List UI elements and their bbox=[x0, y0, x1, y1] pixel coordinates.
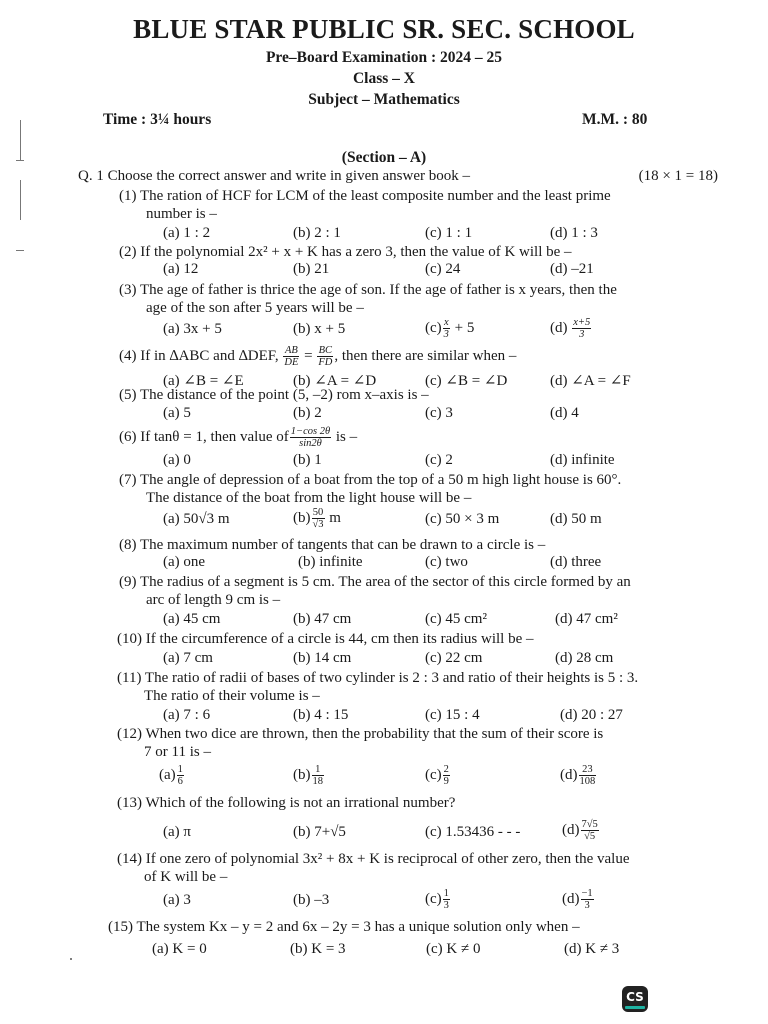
option bbox=[562, 888, 595, 911]
question-text: (8) The maximum number of tangents that can be drawn to a circle is – bbox=[119, 537, 546, 553]
option: (c) 15 : 4 bbox=[425, 707, 480, 723]
section-heading: (Section – A) bbox=[341, 149, 427, 166]
question-text: of K will be – bbox=[144, 869, 228, 885]
fraction: $\frac{BC}{FD}$ bbox=[318, 345, 333, 368]
option-row bbox=[163, 554, 663, 572]
option-row bbox=[163, 819, 663, 848]
question-text: (7) The angle of depression of a boat from the top of a 50 m high light house is 60°. bbox=[119, 472, 622, 488]
option: (d) 50 m bbox=[550, 511, 602, 527]
fraction: $\frac{1}{18}$ bbox=[312, 764, 323, 787]
option bbox=[550, 317, 592, 340]
option: (a) 45 cm bbox=[163, 611, 221, 627]
option: (b) infinite bbox=[298, 554, 363, 570]
option: (c) K ≠ 0 bbox=[426, 941, 481, 957]
question-text: arc of length 9 cm is – bbox=[146, 592, 281, 608]
question-text: (15) The system Kx – y = 2 and 6x – 2y = 3 has a unique solution only when – bbox=[108, 919, 580, 935]
question-text: (11) The ratio of radii of bases of two cylinder is 2 : 3 and ratio of their heights is 5 : 3. bbox=[117, 670, 639, 686]
option: (b) K = 3 bbox=[290, 941, 346, 957]
option: (a) 3 bbox=[163, 892, 191, 908]
margin-line bbox=[20, 180, 21, 220]
option: (b) 2 : 1 bbox=[293, 225, 341, 241]
question-item bbox=[117, 725, 717, 761]
option bbox=[425, 317, 474, 340]
option-label: (d) bbox=[550, 319, 568, 336]
option-label: (b) bbox=[293, 509, 311, 526]
option: (c) 3 bbox=[425, 405, 453, 421]
question-text: (1) The ration of HCF for LCM of the least composite number and the least prime bbox=[119, 188, 611, 204]
question-text: (6) If tanθ = 1, then value of bbox=[119, 428, 289, 445]
question-item bbox=[108, 918, 708, 936]
option-row bbox=[163, 317, 663, 343]
question-text: (4) If in ∆ABC and ∆DEF, bbox=[119, 347, 279, 364]
fraction: $\frac{7√5}{√5}$ bbox=[581, 819, 598, 842]
option: (a) 50√3 m bbox=[163, 511, 230, 527]
exam-title: Pre–Board Examination : 2024 – 25 bbox=[265, 49, 503, 66]
question-text: age of the son after 5 years will be – bbox=[146, 300, 364, 316]
camscanner-logo-icon: CS bbox=[622, 986, 648, 1012]
option: (b) x + 5 bbox=[293, 321, 346, 337]
option: (a) 1 : 2 bbox=[163, 225, 211, 241]
option: (a) 5 bbox=[163, 405, 191, 421]
option-row bbox=[163, 888, 663, 916]
option bbox=[293, 507, 341, 530]
question-item bbox=[119, 386, 679, 404]
option: (c) 24 bbox=[425, 261, 461, 277]
question-item bbox=[119, 536, 679, 554]
option: (c) 22 cm bbox=[425, 650, 483, 666]
option: (b) 21 bbox=[293, 261, 330, 277]
question-text: (12) When two dice are thrown, then the probability that the sum of their score is bbox=[117, 726, 604, 742]
time-label: Time : 3¼ hours bbox=[103, 111, 212, 128]
option: (b) 4 : 15 bbox=[293, 707, 349, 723]
option-row bbox=[163, 261, 663, 279]
option: (d) 47 cm² bbox=[555, 611, 618, 627]
fraction: $\frac{1}{3}$ bbox=[443, 888, 449, 911]
option-label: (b) bbox=[293, 766, 311, 783]
option-row bbox=[152, 941, 652, 959]
option: (a) π bbox=[163, 824, 191, 840]
option-row bbox=[163, 650, 663, 668]
option: (d) 1 : 3 bbox=[550, 225, 598, 241]
option-row bbox=[163, 707, 663, 725]
max-marks: M.M. : 80 bbox=[582, 111, 648, 128]
question-item bbox=[119, 573, 709, 609]
option: (d) 28 cm bbox=[555, 650, 614, 666]
option bbox=[560, 764, 597, 787]
question-text: (13) Which of the following is not an irrational number? bbox=[117, 795, 456, 811]
class-label: Class – X bbox=[352, 70, 415, 87]
question-item bbox=[119, 345, 679, 368]
option: (c) 2 bbox=[425, 452, 453, 468]
subject-label: Subject – Mathematics bbox=[308, 91, 460, 108]
question-text: (2) If the polynomial 2x² + x + K has a zero 3, then the value of K will be – bbox=[119, 244, 572, 260]
question-item bbox=[117, 794, 677, 812]
option: (a) 0 bbox=[163, 452, 191, 468]
fraction: $\frac{23}{108}$ bbox=[579, 764, 596, 787]
option: (d) K ≠ 3 bbox=[564, 941, 620, 957]
question-text: (5) The distance of the point (5, –2) rom x–axis is – bbox=[119, 387, 429, 403]
instruction-text: Q. 1 Choose the correct answer and write in given answer book – bbox=[78, 168, 470, 184]
option-label: (c) bbox=[425, 319, 442, 336]
question-text: 7 or 11 is – bbox=[144, 744, 211, 760]
fraction: $\frac{x}{3}$ bbox=[443, 317, 449, 340]
question-text: is – bbox=[335, 428, 358, 445]
option-label: (d) bbox=[560, 766, 578, 783]
option-row bbox=[163, 507, 663, 533]
option-label: (c) bbox=[425, 890, 442, 907]
question-text: number is – bbox=[146, 206, 217, 222]
option bbox=[562, 819, 600, 842]
option bbox=[293, 764, 325, 787]
fraction: $\frac{1}{6}$ bbox=[177, 764, 183, 787]
equals-sign: = bbox=[304, 347, 313, 364]
fraction: $\frac{2}{9}$ bbox=[443, 764, 449, 787]
fraction: $\frac{AB}{DE}$ bbox=[284, 345, 299, 368]
option: (b) 47 cm bbox=[293, 611, 352, 627]
question-item bbox=[119, 243, 679, 261]
marks-allocation: (18 × 1 = 18) bbox=[638, 168, 718, 184]
option: (d) 4 bbox=[550, 405, 579, 421]
option-row bbox=[163, 225, 663, 243]
question-item bbox=[119, 281, 679, 317]
option: (c) two bbox=[425, 554, 468, 570]
option: (d) –21 bbox=[550, 261, 594, 277]
question-item bbox=[117, 669, 717, 705]
option-suffix: + 5 bbox=[450, 319, 475, 336]
question-text: (10) If the circumference of a circle is 44, cm then its radius will be – bbox=[117, 631, 534, 647]
option: (b) 2 bbox=[293, 405, 322, 421]
option: (c) 45 cm² bbox=[425, 611, 487, 627]
option-suffix: m bbox=[325, 509, 341, 526]
option: (c) 1.53436 - - - bbox=[425, 824, 521, 840]
option-row bbox=[159, 764, 663, 792]
option-label: (c) bbox=[425, 766, 442, 783]
question-item bbox=[119, 471, 679, 507]
option: (b) 7+√5 bbox=[293, 824, 346, 840]
option: (b) 1 bbox=[293, 452, 322, 468]
option bbox=[425, 888, 451, 911]
option: (d) 20 : 27 bbox=[560, 707, 623, 723]
option-label: (d) bbox=[562, 821, 580, 838]
fraction: $\frac{1-\cos 2\theta}{\sin 2\theta}$ bbox=[290, 426, 331, 449]
option: (b) 14 cm bbox=[293, 650, 352, 666]
option bbox=[159, 764, 185, 787]
option: (a) 7 cm bbox=[163, 650, 213, 666]
option: (a) 12 bbox=[163, 261, 199, 277]
option: (c) 50 × 3 m bbox=[425, 511, 500, 527]
question-text: The distance of the boat from the light house will be – bbox=[146, 490, 472, 506]
option bbox=[425, 764, 451, 787]
fraction: $\frac{50}{√3}$ bbox=[312, 507, 324, 530]
option: (d) three bbox=[550, 554, 602, 570]
option: (b) –3 bbox=[293, 892, 330, 908]
fraction: $\frac{-1}{3}$ bbox=[581, 888, 593, 911]
question-item bbox=[117, 850, 717, 886]
question-item bbox=[119, 426, 679, 449]
school-name: BLUE STAR PUBLIC SR. SEC. SCHOOL bbox=[133, 14, 635, 44]
option: (d) ∠A = ∠F bbox=[550, 373, 631, 389]
question-item bbox=[119, 187, 679, 223]
fraction: $\frac{x+5}{3}$ bbox=[573, 317, 591, 340]
question-text: (14) If one zero of polynomial 3x² + 8x + K is reciprocal of other zero, then the value bbox=[117, 851, 630, 867]
option: (c) 1 : 1 bbox=[425, 225, 473, 241]
option-label: (a) bbox=[159, 766, 176, 783]
option: (a) 3x + 5 bbox=[163, 321, 222, 337]
option-row bbox=[163, 452, 663, 470]
option-row bbox=[163, 611, 663, 629]
option: (a) one bbox=[163, 554, 206, 570]
option: (a) 7 : 6 bbox=[163, 707, 211, 723]
option: (a) K = 0 bbox=[152, 941, 207, 957]
scan-speck bbox=[70, 958, 72, 960]
margin-tick bbox=[16, 250, 24, 251]
option: (b) ∠A = ∠D bbox=[293, 373, 377, 389]
question-text: The ratio of their volume is – bbox=[144, 688, 320, 704]
question-text: (9) The radius of a segment is 5 cm. The area of the sector of this circle formed by an bbox=[119, 574, 631, 590]
question-1-instruction bbox=[78, 168, 718, 185]
option-row bbox=[163, 405, 663, 423]
question-text: (3) The age of father is thrice the age of son. If the age of father is x years, then the bbox=[119, 282, 617, 298]
option: (d) infinite bbox=[550, 452, 615, 468]
option: (c) ∠B = ∠D bbox=[425, 373, 508, 389]
question-text: , then there are similar when – bbox=[334, 347, 517, 364]
question-item bbox=[117, 630, 677, 648]
option-label: (d) bbox=[562, 890, 580, 907]
option: (a) ∠B = ∠E bbox=[163, 373, 244, 389]
